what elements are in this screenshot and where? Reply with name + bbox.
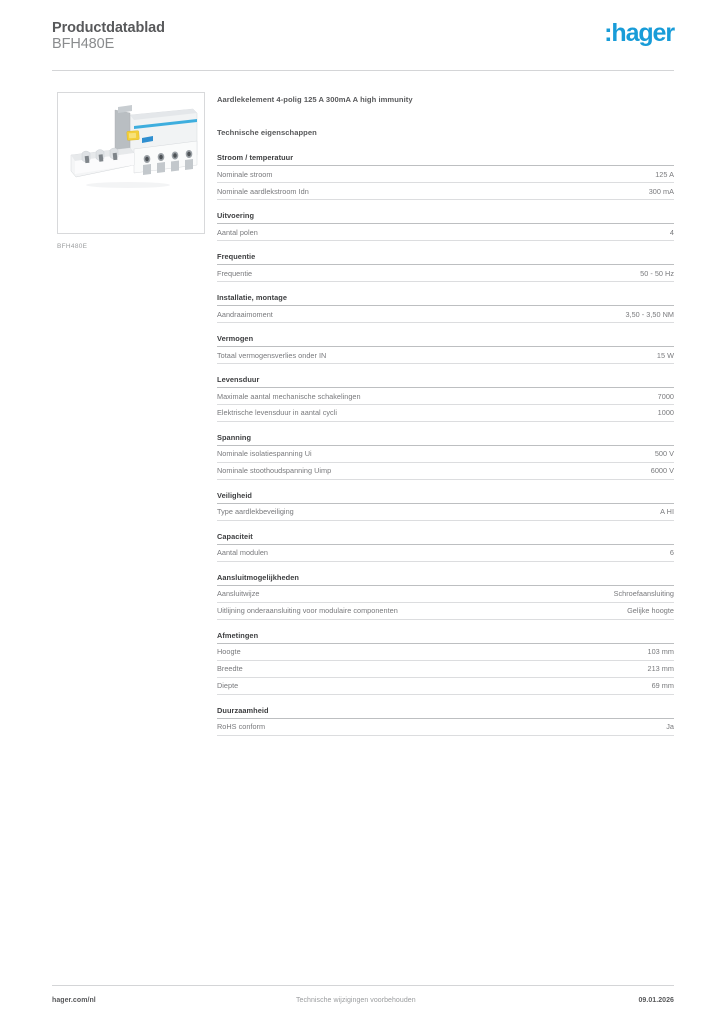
spec-value: 3,50 - 3,50 NM bbox=[625, 309, 674, 319]
logo-wordmark: hager bbox=[611, 19, 674, 47]
spec-group-title: Veiligheid bbox=[217, 491, 674, 504]
spec-label: Nominale aardlekstroom Idn bbox=[217, 186, 309, 196]
page-footer bbox=[52, 997, 674, 1011]
product-photo bbox=[58, 93, 204, 233]
spec-label: RoHS conform bbox=[217, 722, 266, 732]
spec-group bbox=[217, 293, 674, 323]
hager-logo bbox=[604, 20, 674, 46]
spec-label: Totaal vermogensverlies onder IN bbox=[217, 350, 327, 360]
spec-value: 50 - 50 Hz bbox=[640, 268, 674, 278]
page-header bbox=[52, 20, 674, 72]
specifications-panel bbox=[217, 95, 674, 747]
spec-value: 125 A bbox=[655, 169, 674, 179]
spec-value: 213 mm bbox=[647, 664, 674, 674]
spec-group bbox=[217, 375, 674, 422]
page-title: Productdatablad bbox=[52, 20, 165, 36]
spec-groups bbox=[217, 153, 674, 736]
spec-value: 300 mA bbox=[648, 186, 674, 196]
footer-website-link[interactable]: hager.com/nl bbox=[52, 997, 96, 1004]
spec-group-title: Duurzaamheid bbox=[217, 706, 674, 719]
spec-value: 6 bbox=[669, 548, 674, 558]
product-image-frame bbox=[57, 92, 205, 234]
spec-group bbox=[217, 573, 674, 620]
spec-row bbox=[217, 446, 674, 463]
spec-label: Elektrische levensduur in aantal cycli bbox=[217, 408, 338, 418]
product-image-caption: BFH480E bbox=[57, 243, 88, 250]
spec-group bbox=[217, 433, 674, 480]
spec-group-title: Capaciteit bbox=[217, 532, 674, 545]
spec-group-title: Frequentie bbox=[217, 252, 674, 265]
header-divider bbox=[52, 70, 674, 71]
spec-group-title: Installatie, montage bbox=[217, 293, 674, 306]
spec-value: 7000 bbox=[657, 391, 674, 401]
spec-group bbox=[217, 706, 674, 736]
spec-label: Hoogte bbox=[217, 647, 241, 657]
spec-row bbox=[217, 603, 674, 620]
spec-value: 15 W bbox=[656, 350, 674, 360]
spec-value: 6000 V bbox=[650, 466, 674, 476]
footer-disclaimer: Technische wijzigingen voorbehouden bbox=[295, 997, 416, 1004]
spec-value: Schroefaansluiting bbox=[613, 589, 674, 599]
spec-row bbox=[217, 545, 674, 562]
spec-label: Aansluitwijze bbox=[217, 589, 260, 599]
spec-group bbox=[217, 334, 674, 364]
spec-group bbox=[217, 532, 674, 562]
spec-row bbox=[217, 504, 674, 521]
spec-value: 1000 bbox=[657, 408, 674, 418]
spec-value: A HI bbox=[660, 507, 674, 517]
spec-row bbox=[217, 183, 674, 200]
spec-group-title: Vermogen bbox=[217, 334, 674, 347]
spec-value: Ja bbox=[666, 722, 674, 732]
spec-label: Aandraaimoment bbox=[217, 309, 273, 319]
spec-row bbox=[217, 463, 674, 480]
spec-value: 4 bbox=[669, 227, 674, 237]
spec-group-title: Aansluitmogelijkheden bbox=[217, 573, 674, 586]
spec-group bbox=[217, 211, 674, 241]
product-description: Aardlekelement 4-polig 125 A 300mA A high immunity bbox=[217, 95, 413, 104]
spec-label: Type aardlekbeveiliging bbox=[217, 507, 294, 517]
page-subtitle-article-number: BFH480E bbox=[52, 36, 115, 52]
spec-row bbox=[217, 224, 674, 241]
spec-row bbox=[217, 265, 674, 282]
spec-group-title: Stroom / temperatuur bbox=[217, 153, 674, 166]
spec-value: 103 mm bbox=[647, 647, 674, 657]
spec-value: 500 V bbox=[654, 449, 674, 459]
spec-label: Maximale aantal mechanische schakelingen bbox=[217, 391, 361, 401]
spec-row bbox=[217, 405, 674, 422]
spec-row bbox=[217, 719, 674, 736]
spec-group-title: Spanning bbox=[217, 433, 674, 446]
spec-value: Gelijke hoogte bbox=[627, 606, 674, 616]
logo-colon-icon: : bbox=[604, 19, 611, 47]
technical-properties-heading: Technische eigenschappen bbox=[217, 128, 317, 137]
spec-row bbox=[217, 644, 674, 661]
spec-label: Nominale stoothoudspanning Uimp bbox=[217, 466, 332, 476]
spec-label: Nominale isolatiespanning Ui bbox=[217, 449, 312, 459]
spec-label: Uitlijning onderaansluiting voor modulaire componenten bbox=[217, 606, 398, 616]
spec-value: 69 mm bbox=[651, 681, 674, 691]
spec-label: Aantal modulen bbox=[217, 548, 268, 558]
spec-group bbox=[217, 153, 674, 200]
footer-date: 09.01.2026 bbox=[638, 997, 674, 1004]
spec-label: Diepte bbox=[217, 681, 239, 691]
spec-group bbox=[217, 631, 674, 695]
spec-label: Breedte bbox=[217, 664, 243, 674]
spec-group bbox=[217, 252, 674, 282]
spec-row bbox=[217, 166, 674, 183]
spec-label: Nominale stroom bbox=[217, 169, 273, 179]
spec-group-title: Uitvoering bbox=[217, 211, 674, 224]
spec-group-title: Levensduur bbox=[217, 375, 674, 388]
footer-divider bbox=[52, 985, 674, 986]
spec-row bbox=[217, 306, 674, 323]
spec-label: Frequentie bbox=[217, 268, 253, 278]
spec-group bbox=[217, 491, 674, 521]
spec-row bbox=[217, 678, 674, 695]
spec-row bbox=[217, 586, 674, 603]
spec-row bbox=[217, 347, 674, 364]
spec-row bbox=[217, 661, 674, 678]
spec-row bbox=[217, 388, 674, 405]
spec-label: Aantal polen bbox=[217, 227, 258, 237]
spec-group-title: Afmetingen bbox=[217, 631, 674, 644]
